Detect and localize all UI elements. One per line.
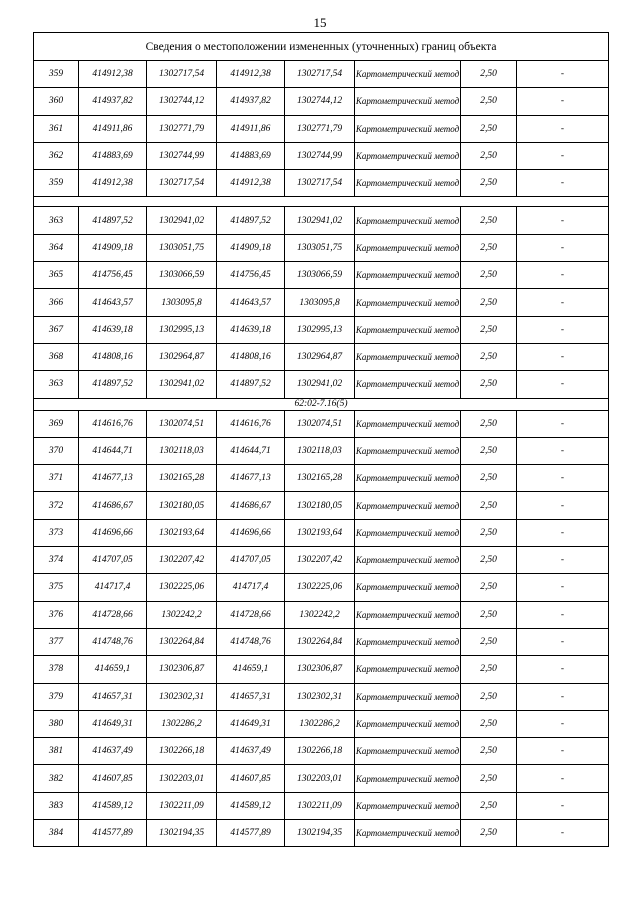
x-old-cell: 414883,69 xyxy=(79,142,147,169)
point-number-cell: 378 xyxy=(34,656,79,683)
accuracy-cell: 2,50 xyxy=(461,234,517,261)
accuracy-cell: 2,50 xyxy=(461,574,517,601)
method-cell: Картометрический метод xyxy=(355,207,461,234)
table-row xyxy=(34,142,609,169)
x-new-cell: 414937,82 xyxy=(217,88,285,115)
point-number-cell: 362 xyxy=(34,142,79,169)
description-cell: - xyxy=(517,792,609,819)
y-old-cell: 1302203,01 xyxy=(147,765,217,792)
y-old-cell: 1302266,18 xyxy=(147,738,217,765)
accuracy-cell: 2,50 xyxy=(461,547,517,574)
description-cell: - xyxy=(517,170,609,197)
table-row xyxy=(34,656,609,683)
method-cell: Картометрический метод xyxy=(355,465,461,492)
table-row xyxy=(34,765,609,792)
x-old-cell: 414637,49 xyxy=(79,738,147,765)
y-old-cell: 1302074,51 xyxy=(147,410,217,437)
method-cell: Картометрический метод xyxy=(355,574,461,601)
x-old-cell: 414707,05 xyxy=(79,547,147,574)
y-new-cell: 1303095,8 xyxy=(285,289,355,316)
y-new-cell: 1302306,87 xyxy=(285,656,355,683)
y-new-cell: 1302165,28 xyxy=(285,465,355,492)
description-cell: - xyxy=(517,492,609,519)
x-new-cell: 414686,67 xyxy=(217,492,285,519)
group-label: 62:02-7.16(5) xyxy=(34,398,609,410)
table-row xyxy=(34,410,609,437)
x-old-cell: 414808,16 xyxy=(79,343,147,370)
description-cell: - xyxy=(517,547,609,574)
table-row xyxy=(34,234,609,261)
method-cell: Картометрический метод xyxy=(355,683,461,710)
description-cell: - xyxy=(517,628,609,655)
x-old-cell: 414644,71 xyxy=(79,437,147,464)
method-cell: Картометрический метод xyxy=(355,547,461,574)
accuracy-cell: 2,50 xyxy=(461,465,517,492)
accuracy-cell: 2,50 xyxy=(461,738,517,765)
x-new-cell: 414883,69 xyxy=(217,142,285,169)
point-number-cell: 359 xyxy=(34,61,79,88)
point-number-cell: 373 xyxy=(34,519,79,546)
table-row xyxy=(34,738,609,765)
method-cell: Картометрический метод xyxy=(355,820,461,847)
point-number-cell: 382 xyxy=(34,765,79,792)
point-number-cell: 379 xyxy=(34,683,79,710)
table-title: Сведения о местоположении измененных (уточненных) границ объекта xyxy=(34,33,609,61)
point-number-cell: 364 xyxy=(34,234,79,261)
x-new-cell: 414911,86 xyxy=(217,115,285,142)
x-old-cell: 414686,67 xyxy=(79,492,147,519)
y-new-cell: 1302941,02 xyxy=(285,371,355,398)
point-number-cell: 377 xyxy=(34,628,79,655)
x-old-cell: 414717,4 xyxy=(79,574,147,601)
y-new-cell: 1303066,59 xyxy=(285,262,355,289)
point-number-cell: 372 xyxy=(34,492,79,519)
x-old-cell: 414639,18 xyxy=(79,316,147,343)
method-cell: Картометрический метод xyxy=(355,316,461,343)
y-old-cell: 1302211,09 xyxy=(147,792,217,819)
y-old-cell: 1302286,2 xyxy=(147,710,217,737)
x-old-cell: 414897,52 xyxy=(79,207,147,234)
method-cell: Картометрический метод xyxy=(355,410,461,437)
x-old-cell: 414659,1 xyxy=(79,656,147,683)
accuracy-cell: 2,50 xyxy=(461,170,517,197)
description-cell: - xyxy=(517,410,609,437)
accuracy-cell: 2,50 xyxy=(461,142,517,169)
x-old-cell: 414616,76 xyxy=(79,410,147,437)
y-new-cell: 1302995,13 xyxy=(285,316,355,343)
point-number-cell: 383 xyxy=(34,792,79,819)
separator-row xyxy=(34,197,609,207)
table-row xyxy=(34,683,609,710)
y-old-cell: 1302717,54 xyxy=(147,61,217,88)
x-new-cell: 414728,66 xyxy=(217,601,285,628)
x-new-cell: 414897,52 xyxy=(217,207,285,234)
x-old-cell: 414756,45 xyxy=(79,262,147,289)
accuracy-cell: 2,50 xyxy=(461,115,517,142)
accuracy-cell: 2,50 xyxy=(461,410,517,437)
method-cell: Картометрический метод xyxy=(355,628,461,655)
table-row xyxy=(34,492,609,519)
table-title-row xyxy=(34,33,609,61)
y-old-cell: 1302194,35 xyxy=(147,820,217,847)
group-row xyxy=(34,398,609,410)
y-old-cell: 1303051,75 xyxy=(147,234,217,261)
x-old-cell: 414677,13 xyxy=(79,465,147,492)
table-row xyxy=(34,343,609,370)
method-cell: Картометрический метод xyxy=(355,437,461,464)
accuracy-cell: 2,50 xyxy=(461,316,517,343)
table-row xyxy=(34,61,609,88)
accuracy-cell: 2,50 xyxy=(461,371,517,398)
description-cell: - xyxy=(517,289,609,316)
method-cell: Картометрический метод xyxy=(355,492,461,519)
table-row xyxy=(34,289,609,316)
x-old-cell: 414589,12 xyxy=(79,792,147,819)
y-new-cell: 1302118,03 xyxy=(285,437,355,464)
x-new-cell: 414639,18 xyxy=(217,316,285,343)
y-new-cell: 1302203,01 xyxy=(285,765,355,792)
point-number-cell: 365 xyxy=(34,262,79,289)
description-cell: - xyxy=(517,234,609,261)
method-cell: Картометрический метод xyxy=(355,519,461,546)
description-cell: - xyxy=(517,820,609,847)
x-new-cell: 414644,71 xyxy=(217,437,285,464)
point-number-cell: 369 xyxy=(34,410,79,437)
accuracy-cell: 2,50 xyxy=(461,207,517,234)
x-new-cell: 414696,66 xyxy=(217,519,285,546)
accuracy-cell: 2,50 xyxy=(461,519,517,546)
x-new-cell: 414756,45 xyxy=(217,262,285,289)
point-number-cell: 361 xyxy=(34,115,79,142)
x-new-cell: 414912,38 xyxy=(217,170,285,197)
table-row xyxy=(34,437,609,464)
x-new-cell: 414607,85 xyxy=(217,765,285,792)
y-old-cell: 1302264,84 xyxy=(147,628,217,655)
method-cell: Картометрический метод xyxy=(355,289,461,316)
accuracy-cell: 2,50 xyxy=(461,88,517,115)
description-cell: - xyxy=(517,371,609,398)
x-old-cell: 414657,31 xyxy=(79,683,147,710)
method-cell: Картометрический метод xyxy=(355,371,461,398)
table-row xyxy=(34,371,609,398)
y-new-cell: 1302717,54 xyxy=(285,61,355,88)
accuracy-cell: 2,50 xyxy=(461,792,517,819)
y-old-cell: 1302941,02 xyxy=(147,207,217,234)
description-cell: - xyxy=(517,465,609,492)
x-old-cell: 414728,66 xyxy=(79,601,147,628)
method-cell: Картометрический метод xyxy=(355,170,461,197)
table-row xyxy=(34,465,609,492)
method-cell: Картометрический метод xyxy=(355,88,461,115)
description-cell: - xyxy=(517,207,609,234)
point-number-cell: 374 xyxy=(34,547,79,574)
y-new-cell: 1302744,12 xyxy=(285,88,355,115)
y-old-cell: 1302118,03 xyxy=(147,437,217,464)
point-number-cell: 363 xyxy=(34,371,79,398)
x-old-cell: 414748,76 xyxy=(79,628,147,655)
x-old-cell: 414909,18 xyxy=(79,234,147,261)
y-old-cell: 1302771,79 xyxy=(147,115,217,142)
x-old-cell: 414607,85 xyxy=(79,765,147,792)
x-new-cell: 414909,18 xyxy=(217,234,285,261)
point-number-cell: 370 xyxy=(34,437,79,464)
point-number-cell: 381 xyxy=(34,738,79,765)
description-cell: - xyxy=(517,601,609,628)
description-cell: - xyxy=(517,142,609,169)
accuracy-cell: 2,50 xyxy=(461,601,517,628)
y-new-cell: 1302180,05 xyxy=(285,492,355,519)
y-new-cell: 1302194,35 xyxy=(285,820,355,847)
y-new-cell: 1302266,18 xyxy=(285,738,355,765)
y-new-cell: 1302771,79 xyxy=(285,115,355,142)
description-cell: - xyxy=(517,262,609,289)
method-cell: Картометрический метод xyxy=(355,710,461,737)
method-cell: Картометрический метод xyxy=(355,656,461,683)
y-old-cell: 1303066,59 xyxy=(147,262,217,289)
y-old-cell: 1302717,54 xyxy=(147,170,217,197)
point-number-cell: 371 xyxy=(34,465,79,492)
y-new-cell: 1302207,42 xyxy=(285,547,355,574)
x-new-cell: 414577,89 xyxy=(217,820,285,847)
description-cell: - xyxy=(517,738,609,765)
description-cell: - xyxy=(517,88,609,115)
y-old-cell: 1302242,2 xyxy=(147,601,217,628)
x-new-cell: 414589,12 xyxy=(217,792,285,819)
accuracy-cell: 2,50 xyxy=(461,492,517,519)
description-cell: - xyxy=(517,574,609,601)
x-new-cell: 414637,49 xyxy=(217,738,285,765)
y-old-cell: 1303095,8 xyxy=(147,289,217,316)
description-cell: - xyxy=(517,316,609,343)
table-row xyxy=(34,115,609,142)
method-cell: Картометрический метод xyxy=(355,792,461,819)
table-row xyxy=(34,262,609,289)
x-old-cell: 414696,66 xyxy=(79,519,147,546)
point-number-cell: 368 xyxy=(34,343,79,370)
point-number-cell: 367 xyxy=(34,316,79,343)
description-cell: - xyxy=(517,519,609,546)
y-old-cell: 1302995,13 xyxy=(147,316,217,343)
description-cell: - xyxy=(517,710,609,737)
y-old-cell: 1302225,06 xyxy=(147,574,217,601)
accuracy-cell: 2,50 xyxy=(461,656,517,683)
point-number-cell: 380 xyxy=(34,710,79,737)
point-number-cell: 375 xyxy=(34,574,79,601)
accuracy-cell: 2,50 xyxy=(461,683,517,710)
y-new-cell: 1302941,02 xyxy=(285,207,355,234)
y-new-cell: 1302302,31 xyxy=(285,683,355,710)
accuracy-cell: 2,50 xyxy=(461,343,517,370)
table-row xyxy=(34,628,609,655)
description-cell: - xyxy=(517,343,609,370)
method-cell: Картометрический метод xyxy=(355,142,461,169)
point-number-cell: 366 xyxy=(34,289,79,316)
x-old-cell: 414897,52 xyxy=(79,371,147,398)
y-old-cell: 1302180,05 xyxy=(147,492,217,519)
table-row xyxy=(34,574,609,601)
y-new-cell: 1303051,75 xyxy=(285,234,355,261)
point-number-cell: 384 xyxy=(34,820,79,847)
point-number-cell: 359 xyxy=(34,170,79,197)
separator-cell xyxy=(34,197,609,207)
y-new-cell: 1302264,84 xyxy=(285,628,355,655)
accuracy-cell: 2,50 xyxy=(461,820,517,847)
accuracy-cell: 2,50 xyxy=(461,61,517,88)
point-number-cell: 376 xyxy=(34,601,79,628)
y-new-cell: 1302717,54 xyxy=(285,170,355,197)
method-cell: Картометрический метод xyxy=(355,234,461,261)
table-row xyxy=(34,170,609,197)
accuracy-cell: 2,50 xyxy=(461,628,517,655)
x-new-cell: 414643,57 xyxy=(217,289,285,316)
table-row xyxy=(34,792,609,819)
table-row xyxy=(34,601,609,628)
x-old-cell: 414912,38 xyxy=(79,61,147,88)
table-row xyxy=(34,316,609,343)
y-old-cell: 1302207,42 xyxy=(147,547,217,574)
x-new-cell: 414748,76 xyxy=(217,628,285,655)
method-cell: Картометрический метод xyxy=(355,61,461,88)
method-cell: Картометрический метод xyxy=(355,601,461,628)
description-cell: - xyxy=(517,115,609,142)
x-new-cell: 414717,4 xyxy=(217,574,285,601)
x-old-cell: 414937,82 xyxy=(79,88,147,115)
table-row xyxy=(34,207,609,234)
y-new-cell: 1302242,2 xyxy=(285,601,355,628)
x-new-cell: 414808,16 xyxy=(217,343,285,370)
x-old-cell: 414577,89 xyxy=(79,820,147,847)
y-old-cell: 1302941,02 xyxy=(147,371,217,398)
method-cell: Картометрический метод xyxy=(355,262,461,289)
x-new-cell: 414912,38 xyxy=(217,61,285,88)
description-cell: - xyxy=(517,683,609,710)
description-cell: - xyxy=(517,656,609,683)
y-new-cell: 1302225,06 xyxy=(285,574,355,601)
y-old-cell: 1302744,12 xyxy=(147,88,217,115)
table-row xyxy=(34,710,609,737)
table-row xyxy=(34,519,609,546)
boundary-coordinates-table xyxy=(33,32,609,847)
x-old-cell: 414911,86 xyxy=(79,115,147,142)
x-new-cell: 414707,05 xyxy=(217,547,285,574)
description-cell: - xyxy=(517,765,609,792)
x-new-cell: 414677,13 xyxy=(217,465,285,492)
method-cell: Картометрический метод xyxy=(355,115,461,142)
description-cell: - xyxy=(517,61,609,88)
description-cell: - xyxy=(517,437,609,464)
accuracy-cell: 2,50 xyxy=(461,262,517,289)
y-old-cell: 1302744,99 xyxy=(147,142,217,169)
x-old-cell: 414912,38 xyxy=(79,170,147,197)
y-old-cell: 1302193,64 xyxy=(147,519,217,546)
y-old-cell: 1302306,87 xyxy=(147,656,217,683)
y-new-cell: 1302286,2 xyxy=(285,710,355,737)
method-cell: Картометрический метод xyxy=(355,765,461,792)
accuracy-cell: 2,50 xyxy=(461,765,517,792)
accuracy-cell: 2,50 xyxy=(461,710,517,737)
y-new-cell: 1302744,99 xyxy=(285,142,355,169)
y-new-cell: 1302211,09 xyxy=(285,792,355,819)
y-new-cell: 1302193,64 xyxy=(285,519,355,546)
x-new-cell: 414649,31 xyxy=(217,710,285,737)
x-new-cell: 414657,31 xyxy=(217,683,285,710)
y-old-cell: 1302302,31 xyxy=(147,683,217,710)
accuracy-cell: 2,50 xyxy=(461,437,517,464)
x-new-cell: 414659,1 xyxy=(217,656,285,683)
y-new-cell: 1302964,87 xyxy=(285,343,355,370)
table-row xyxy=(34,547,609,574)
x-old-cell: 414643,57 xyxy=(79,289,147,316)
page-number: 15 xyxy=(313,15,327,30)
x-new-cell: 414897,52 xyxy=(217,371,285,398)
method-cell: Картометрический метод xyxy=(355,738,461,765)
point-number-cell: 363 xyxy=(34,207,79,234)
y-old-cell: 1302165,28 xyxy=(147,465,217,492)
point-number-cell: 360 xyxy=(34,88,79,115)
y-old-cell: 1302964,87 xyxy=(147,343,217,370)
accuracy-cell: 2,50 xyxy=(461,289,517,316)
method-cell: Картометрический метод xyxy=(355,343,461,370)
table-row xyxy=(34,88,609,115)
x-new-cell: 414616,76 xyxy=(217,410,285,437)
table-row xyxy=(34,820,609,847)
y-new-cell: 1302074,51 xyxy=(285,410,355,437)
x-old-cell: 414649,31 xyxy=(79,710,147,737)
